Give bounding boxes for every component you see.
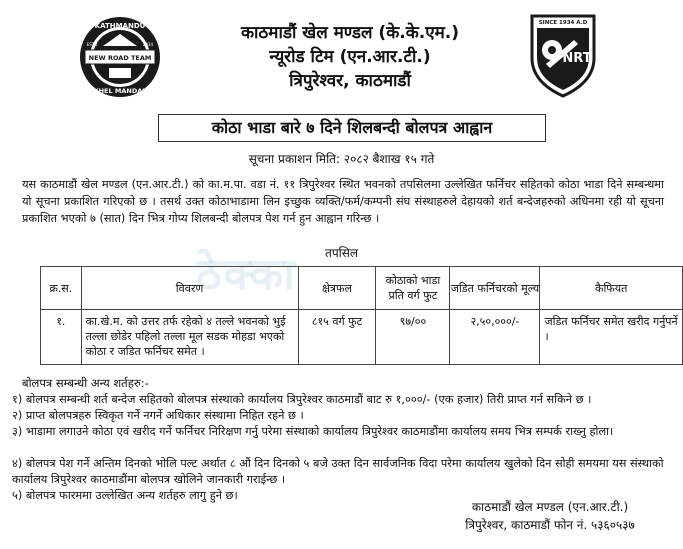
logo-left-bottom-text: KHEL MANDAL xyxy=(93,87,147,95)
header-sn: क्र.स. xyxy=(41,267,82,310)
condition-item-3: ३) भाडामा लगाउने कोठा एवं खरीद गर्ने फर्निचर निरिक्षण गर्नु परेमा संस्थाको कार्यालय त्रिपुरेश्वर काठमाडौंमा कार्यालय समय भित्र सम्पर्क राख्नु होला। xyxy=(12,425,614,438)
condition-item-2: २) प्राप्त बोलपत्रहरु स्विकृत गर्ने नगर्ने अधिकार संस्थामा निहित रहने छ । xyxy=(12,409,304,422)
signature-address-phone: त्रिपुरेश्वर, काठमाडौं फोन नं. ५३६०५३७ xyxy=(465,518,635,532)
details-table xyxy=(40,266,683,365)
tapsil-label: तपसिल xyxy=(324,246,358,260)
header-desc: विवरण xyxy=(81,267,298,310)
notice-date: सूचना प्रकाशन मिति: २०८२ बैशाख १५ गते xyxy=(248,152,435,166)
row-rent: ९७/०० xyxy=(376,310,450,365)
logo-left-top-text: KATHMANDU xyxy=(94,22,146,30)
header-remarks: कैफियत xyxy=(540,267,683,310)
row-area: ८१५ वर्ग फुट xyxy=(298,310,376,365)
watermark-text: ठेक्का xyxy=(196,249,297,300)
logo-left-band-text: NEW ROAD TEAM xyxy=(88,54,152,62)
notice-title: कोठा भाडा बारे ७ दिने शिलबन्दी बोलपत्र आह्वान xyxy=(158,114,546,142)
condition-item-5: ५) बोलपत्र फारममा उल्लेखित अन्य शर्तहरु लागु हुने छ। xyxy=(12,489,238,502)
org-name-line1: काठमाडौं खेल मण्डल (के.के.एम.) xyxy=(240,23,460,43)
row-sn: १. xyxy=(41,310,82,365)
row-desc: का.खे.म. को उत्तर तर्फ रहेको ४ तल्ले भवनको भुई तल्ला छोडेर पहिलो तल्ला मूल सडक मोहडा भएको कोठा र जडित फर्निचर समेत । xyxy=(81,310,298,365)
org-address: त्रिपुरेश्वर, काठमाडौं xyxy=(289,71,411,91)
condition-item-1: १) बोलपत्र सम्बन्धी शर्त बन्देज सहितको बोलपत्र संस्थाको कार्यालय त्रिपुरेश्वर काठमाडौं बाट रु १,०००/- (एक हजार) तिरी प्राप्त गर्न सकिने छ । xyxy=(12,393,592,406)
kathmandu-khel-mandal-logo xyxy=(79,16,161,98)
header-rent: कोठाको भाडा प्रति वर्ग फुट xyxy=(376,267,450,310)
header-furniture-price: जडित फर्निचरको मूल्य xyxy=(450,267,540,310)
nrt-shield-logo xyxy=(528,12,598,98)
notice-paragraph: यस काठमाडौं खेल मण्डल (एन.आर.टी.) को का.म.पा. वडा नं. ११ त्रिपुरेश्वर स्थित भवनको तपसिलमा उल्लेखित फर्निचर सहितको कोठा भाडा दिने सम्बन्धमा यो सूचना प्रकाशित गरिएको छ । तसर्थ उक्त कोठाभाडामा लिन इच्छुक व्यक्ति/फर्म/कम्पनी संघ संस्थाहरुले देहायको शर्त बन्देजहरुको अधिनमा रही यो सूचना प्रकाशित भएको ७ (सात) दिन भित्र गोप्य शिलबन्दी बोलपत्र पेश गर्न हुन आह्वान गरिन्छ । xyxy=(22,178,664,225)
org-name-line2: न्यूरोड टिम (एन.आर.टी.) xyxy=(269,47,431,67)
table-row xyxy=(41,310,683,365)
logo-right-top-text: SINCE 1934 A.D xyxy=(538,20,588,26)
logo-left-side-left: ESTD xyxy=(86,42,98,47)
logo-right-letters: NRT xyxy=(562,51,592,66)
logo-left-side-right: 2034 xyxy=(142,42,154,47)
condition-item-4: ४) बोलपत्र पेश गर्ने अन्तिम दिनको भोलि पल्ट अर्थात ८ औं दिन दिनको ५ बजे उक्त दिन सार्वजनिक विदा परेमा कार्यालय खुलेको दिन सोही समयमा यस संस्थाको कार्यालय त्रिपुरेश्वर काठमाडौंमा बोलपत्र खोलिने जानकारी गराईन्छ । xyxy=(12,457,664,486)
row-furniture-price: २,५०,०००/- xyxy=(450,310,540,365)
header-area: क्षेत्रफल xyxy=(298,267,376,310)
signature-org: काठमाडौं खेल मण्डल (एन.आर.टी.) xyxy=(471,500,629,514)
conditions-heading: बोलपत्र सम्बन्धी अन्य शर्तहरु:- xyxy=(22,376,149,390)
row-remarks: जडित फर्निचर समेत खरीद गर्नुपर्ने । xyxy=(540,310,683,365)
table-header-row xyxy=(41,267,683,310)
